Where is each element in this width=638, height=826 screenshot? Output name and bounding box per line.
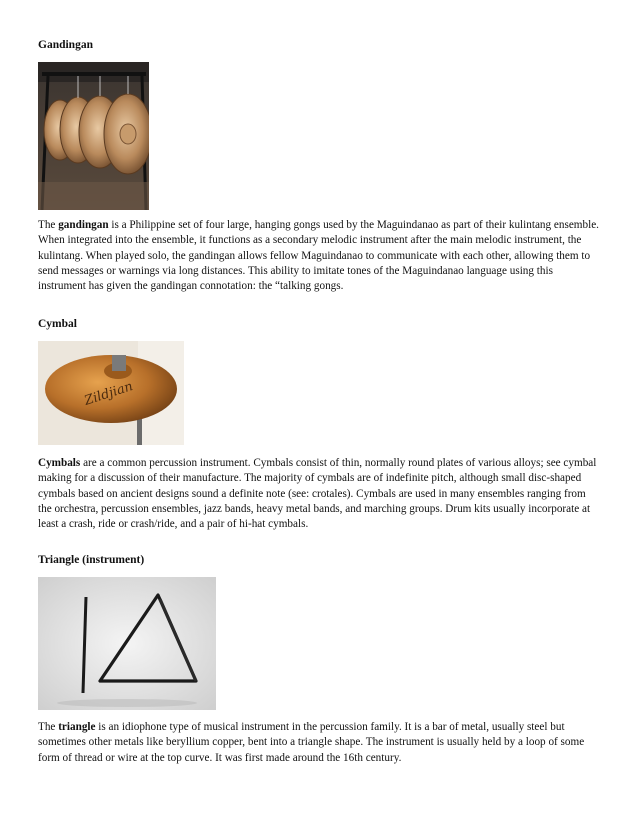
term-cymbals: Cymbals xyxy=(38,457,81,469)
paragraph-triangle: The triangle is an idiophone type of musical instrument in the percussion family. It is a bar of metal, usually steel but sometimes other metals like beryllium copper, bent into a triangle shape. The instrument is usually held by a loop of some form of thread or wire at the top curve. It was first made around the 16th century. xyxy=(38,721,585,764)
paragraph-gandingan: The gandingan is a Philippine set of four large, hanging gongs used by the Maguindanao as part of their kulintang ensemble. When integrated into the ensemble, it functions as a secondary melodic instrument after the main melodic instrument, the kulintang. When played solo, the gandingan allows fellow Maguindanao to communicate with each other, allowing them to send messages or warnings via long distances. This ability to imitate tones of the Maguindanao language using this instrument has given the gandingan connotation: the “talking gongs. xyxy=(38,219,599,293)
gandingan-gongs-photo xyxy=(38,62,149,210)
term-triangle: triangle xyxy=(58,721,96,733)
section-heading-triangle: Triangle (instrument) xyxy=(38,554,145,566)
paragraph-cymbal: Cymbals are a common percussion instrument. Cymbals consist of thin, normally round plates of various alloys; see cymbal making for a discussion of their manufacture. The majority of cymbals are of indefinite pitch, although small disc-shaped cymbals based on ancient designs sound a definite note (see: crotales). Cymbals are used in many ensembles ranging from the orchestra, percussion ensembles, jazz bands, heavy metal bands, and marching groups. Drum kits usually incorporate at least a crash, ride or crash/ride, and a pair of hi-hat cymbals. xyxy=(38,457,597,531)
section-heading-cymbal: Cymbal xyxy=(38,318,77,330)
section-heading-gandingan: Gandingan xyxy=(38,39,93,51)
term-gandingan: gandingan xyxy=(58,219,109,231)
cymbal-brand-logo: Zildjian xyxy=(82,379,135,409)
cymbal-photo xyxy=(38,341,184,445)
triangle-instrument-photo xyxy=(38,577,216,710)
